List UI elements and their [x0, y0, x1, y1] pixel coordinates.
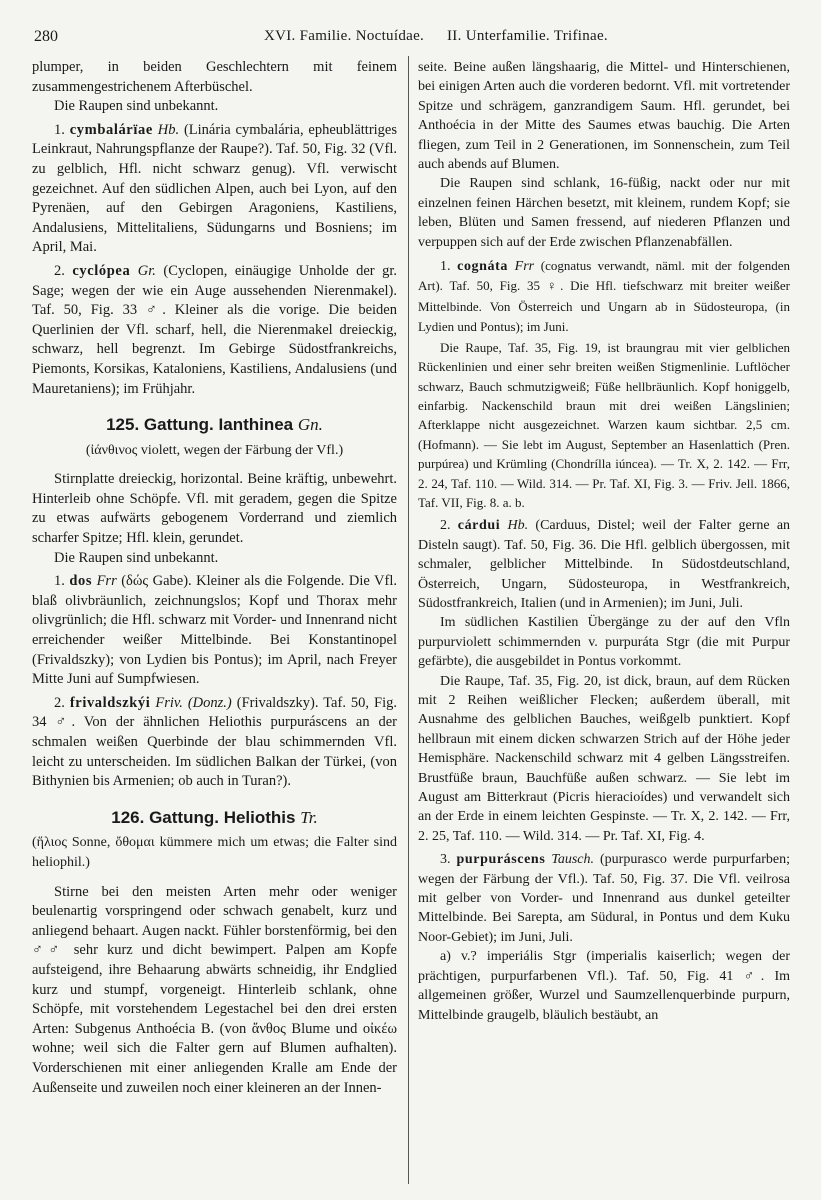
- species-text: (Cyclopen, einäugige Unholde der gr. Sage; wegen der wie ein Auge aussehenden Nierenmakel). Taf. 50, Fig. 33 ♂. Kleiner als die vorige. Die beiden Querlinien der Vfl. scharf, hell, die Nierenmakel dreieckig, schwarz, hell begrenzt. Im Gebirge Südostfrankreichs, Piemonts, Korsikas, Kataloniens, Kastiliens, Andalusiens (und Mauretaniens); im Frühjahr.: [32, 262, 397, 397]
- genus-author: Gn.: [297, 415, 323, 435]
- genus-label: 126. Gattung.: [111, 807, 219, 827]
- species-entry: [418, 850, 790, 947]
- species-entry: [418, 256, 790, 338]
- right-column: [418, 58, 790, 1186]
- species-text: (δώς Gabe). Kleiner als die Folgende. Die Vfl. blaß olivbräunlich, zeichnungslos; Kopf und Thorax mehr olivgrünlich; die Hfl. schwarz mit Vorder- und Innenrand nicht erreichender weißer Mittelbinde. Bei Konstantinopel (Frivaldszky); von Lydien bis Pontus); im April, nach Freyer Mitte Juni auf Sumpfwiesen.: [32, 573, 397, 688]
- running-header: [28, 22, 797, 52]
- species-number: 2.: [54, 262, 65, 279]
- left-column: [32, 58, 397, 1186]
- genus-name: Heliothis: [223, 807, 296, 827]
- species-author: Frr: [514, 259, 535, 275]
- genus-heading: [32, 415, 397, 435]
- species-number: 1.: [54, 573, 65, 590]
- species-name: cyclópea: [72, 262, 131, 279]
- species-text: (cognatus verwandt, näml. mit der folgenden Art). Taf. 50, Fig. 35 ♀. Die Hfl. tiefschwarz mit breiter weißer Mittelbinde. Von Österreich und Ungarn ab in Südosteuropa, (in Lydien und Pontus); im Juni.: [418, 258, 790, 335]
- species-number: 1.: [54, 121, 65, 138]
- species-entry: [32, 694, 397, 792]
- species-text: (Linária cymbalária, epheublättriges Leinkraut, Nahrungspflanze der Raupe?). Taf. 50, Fig. 32 (Vfl. zu gelblich, Hfl. nicht schwarz genug). Vfl. verwischt gezeichnet. Auf den südlichen Alpen, auch bei Lyon, auf den Pyrenäen, auf den Gebirgen Aragoniens, Kastiliens, Andalusiens, Mittelitaliens, Südungarns und Bosniens; im April, Mai.: [32, 121, 397, 256]
- species-author: Frr: [96, 573, 117, 590]
- raupen-note: Die Raupen sind unbekannt.: [54, 549, 219, 566]
- species-author: Friv. (Donz.): [155, 694, 232, 711]
- species-name: dos: [69, 573, 93, 590]
- species-number: 2.: [54, 694, 65, 711]
- species-author: Tausch.: [551, 852, 595, 868]
- species-author: Hb.: [507, 518, 529, 534]
- species-author: Hb.: [157, 121, 180, 138]
- species-text: (Frivaldszky). Taf. 50, Fig. 34 ♂. Von der ähnlichen Heliothis purpuráscens an der schmalen weißen Querbinde der blau schimmernden Vfl. leicht zu unterscheiden. Im südlichen Balkan der Türkei, (von Bithynien bis Armenien; ob auch in Turan?).: [32, 694, 397, 790]
- species-number: 2.: [440, 518, 451, 534]
- raupe-description: Die Raupe, Taf. 35, Fig. 20, ist dick, braun, auf dem Rücken mit 2 Reihen weißlicher Flecken; außerdem überall, mit Ausnahme des gelblichen Bauches, weißgelb punktiert. Kopf hellbraun mit einem dicken schwarzen Strich auf der Höhe jeder Hemisphäre. Nackenschild schwarz mit 4 gelben Längsstreifen. Brustfüße braun, Bauchfüße außen schwarz. — Sie lebt im August am Bitterkraut (Picris hieracioídes) und verwandelt sich an der Erde in einem leichten Gespinste. — Tr. X, 2. 142. — Frr, 2. 25, Taf. 110. — Wild. 314. — Pr. Taf. XI, Fig. 4.: [418, 673, 790, 844]
- species-text: (Carduus, Distel; weil der Falter gerne an Disteln saugt). Taf. 50, Fig. 36. Die Hfl. gelblich übergossen, mit schmaler, gelblicher Mittelbinde. In Südostdeutschland, Österreich, Ungarn, Südosteuropa, in Westfrankreich, Südostfrankreich, Italien (und in Armenien); im Juni, Juli.: [418, 518, 790, 611]
- raupe-description: Die Raupe, Taf. 35, Fig. 19, ist braungrau mit vier gelblichen Rückenlinien und einer sehr breiten weißen Stigmenlinie. Luftlöcher schwarz, Bauch schmutzigweiß; Füße hellbräunlich. Kopf honiggelb, einfarbig. Nackenschild braun mit drei weißen Längslinien; Afterklappe nicht ausgezeichnet. Warzen kaum sichtbar. 2,5 cm. (Hofmann). — Sie lebt im August, September an Hasenlattich (Pren. purpúrea) und Krümling (Chondrílla iúncea). — Tr. X, 2. 142. — Frr, 2. 24, Taf. 110. — Wild. 314. — Pr. Taf. XI, Fig. 3. — Friv. Jell. 1866, Taf. VII, Fig. 8. a. b.: [418, 339, 790, 510]
- genus-name: Ianthinea: [218, 415, 294, 435]
- species-entry: [32, 572, 397, 690]
- species-entry: [32, 262, 397, 399]
- species-entry: [418, 516, 790, 613]
- species-name: cymbalárïae: [69, 121, 153, 138]
- genus-label: 125. Gattung.: [106, 415, 214, 435]
- species-name: cárdui: [457, 518, 501, 534]
- header-subfamily: II. Unterfamilie. Trifinae.: [447, 28, 608, 44]
- genus-author: Tr.: [300, 807, 318, 827]
- header-family: XVI. Familie. Noctuídae.: [264, 28, 425, 44]
- species-number: 1.: [440, 259, 451, 275]
- genus-heading: [32, 808, 397, 828]
- species-entry: [32, 121, 397, 258]
- variety-note: Im südlichen Kastilien Übergänge zu der auf den Vfln purpurviolett schimmernden v. purpuráta Stgr (die mit Purpur gefärbte), die ausgebildet in Pontus vorkommt.: [418, 615, 790, 670]
- genus-description: Stirne bei den meisten Arten mehr oder weniger beulenartig vorspringend oder schwach genabelt, kurz und anliegend behaart. Augen nackt. Fühler borstenförmig, bei den ♂♂ sehr kurz und dicht bewimpert. Palpen am Kopfe aufsteigend, ihre Behaarung abwärts schneidig, ihr Endglied kurz und stumpf, vorgeneigt. Hinterleib schlank, ohne Schöpfe, mit vorstehendem Legestachel bei den drei ersten Arten: Subgenus Anthoécia B. (von ἄνθος Blume und οἰκέω wohne; weil sich die Falter gern auf Blumen aufhalten). Vorderschienen mit einer anliegenden Kralle am Ende der Außenseite und zuweilen noch einer kleineren an der Innen-: [32, 883, 397, 1096]
- species-name: frivaldszkýi: [69, 694, 151, 711]
- species-number: 3.: [440, 852, 451, 868]
- species-name: purpuráscens: [456, 852, 546, 868]
- species-text: (purpurasco werde purpurfarben; wegen der Färbung der Vfl.). Taf. 50, Fig. 37. Die Vfl. veilrosa mit gelber von Vorder- und Innenrand aus dunkel geteilter Mittelbinde. Bei Sarepta, am Südural, in Pontus und dem Kuku Noor-Gebiet); im Juni, Juli.: [418, 852, 790, 945]
- raupen-description: Die Raupen sind schlank, 16-füßig, nackt oder nur mit einzelnen feinen Härchen besetzt, mit kleinem, rundem Kopf; sie leben, Blüten und Samen fressend, auf niederen Pflanzen und verpuppen sich auf der Erde zwischen Pflanzenabfällen.: [418, 176, 790, 250]
- column-divider: [408, 56, 409, 1184]
- genus-etymology: (ἥλιος Sonne, ὄθομαι kümmere mich um etwas; die Falter sind heliophil.): [32, 835, 397, 870]
- genus-etymology: (ἰάνθινος violett, wegen der Färbung der Vfl.): [85, 442, 344, 458]
- paragraph: seite. Beine außen längshaarig, die Mittel- und Hinterschienen, bei einigen Arten auch die vorderen bedornt. Vfl. mit vortretender Spitze und schrägem, ganzrandigem Saum. Hfl. gerundet, bei Anthoécia in der Mitte des Saumes etwas bauchig. Die Arten fliegen, zum Teil in 2 Generationen, im Sonnenschein, zum Teil auch abends auf Blumen.: [418, 60, 790, 173]
- variety-entry: a) v.? imperiális Stgr (imperialis kaiserlich; wegen der prächtigen, purpurfarbenen Vfl.). Taf. 50, Fig. 41 ♂. Im allgemeinen größer, Wurzel und Saumzellenquerbinde purpurn, Mittelbinde graugelb, bläulich bestäubt, an: [418, 949, 790, 1023]
- genus-description: Stirnplatte dreieckig, horizontal. Beine kräftig, unbewehrt. Hinterleib ohne Schöpfe. Vfl. mit geradem, gegen die Spitze zu etwas aufwärts gebogenem Vorderrand und ziemlich scharfer Spitze; Hfl. klein, gerundet.: [32, 471, 397, 547]
- species-author: Gr.: [137, 262, 156, 279]
- species-name: cognáta: [457, 259, 509, 275]
- page-number: 280: [34, 28, 58, 45]
- paragraph: plumper, in beiden Geschlechtern mit feinem zusammengestrichenem Afterbüschel.: [32, 59, 397, 95]
- raupen-note: Die Raupen sind unbekannt.: [54, 98, 219, 115]
